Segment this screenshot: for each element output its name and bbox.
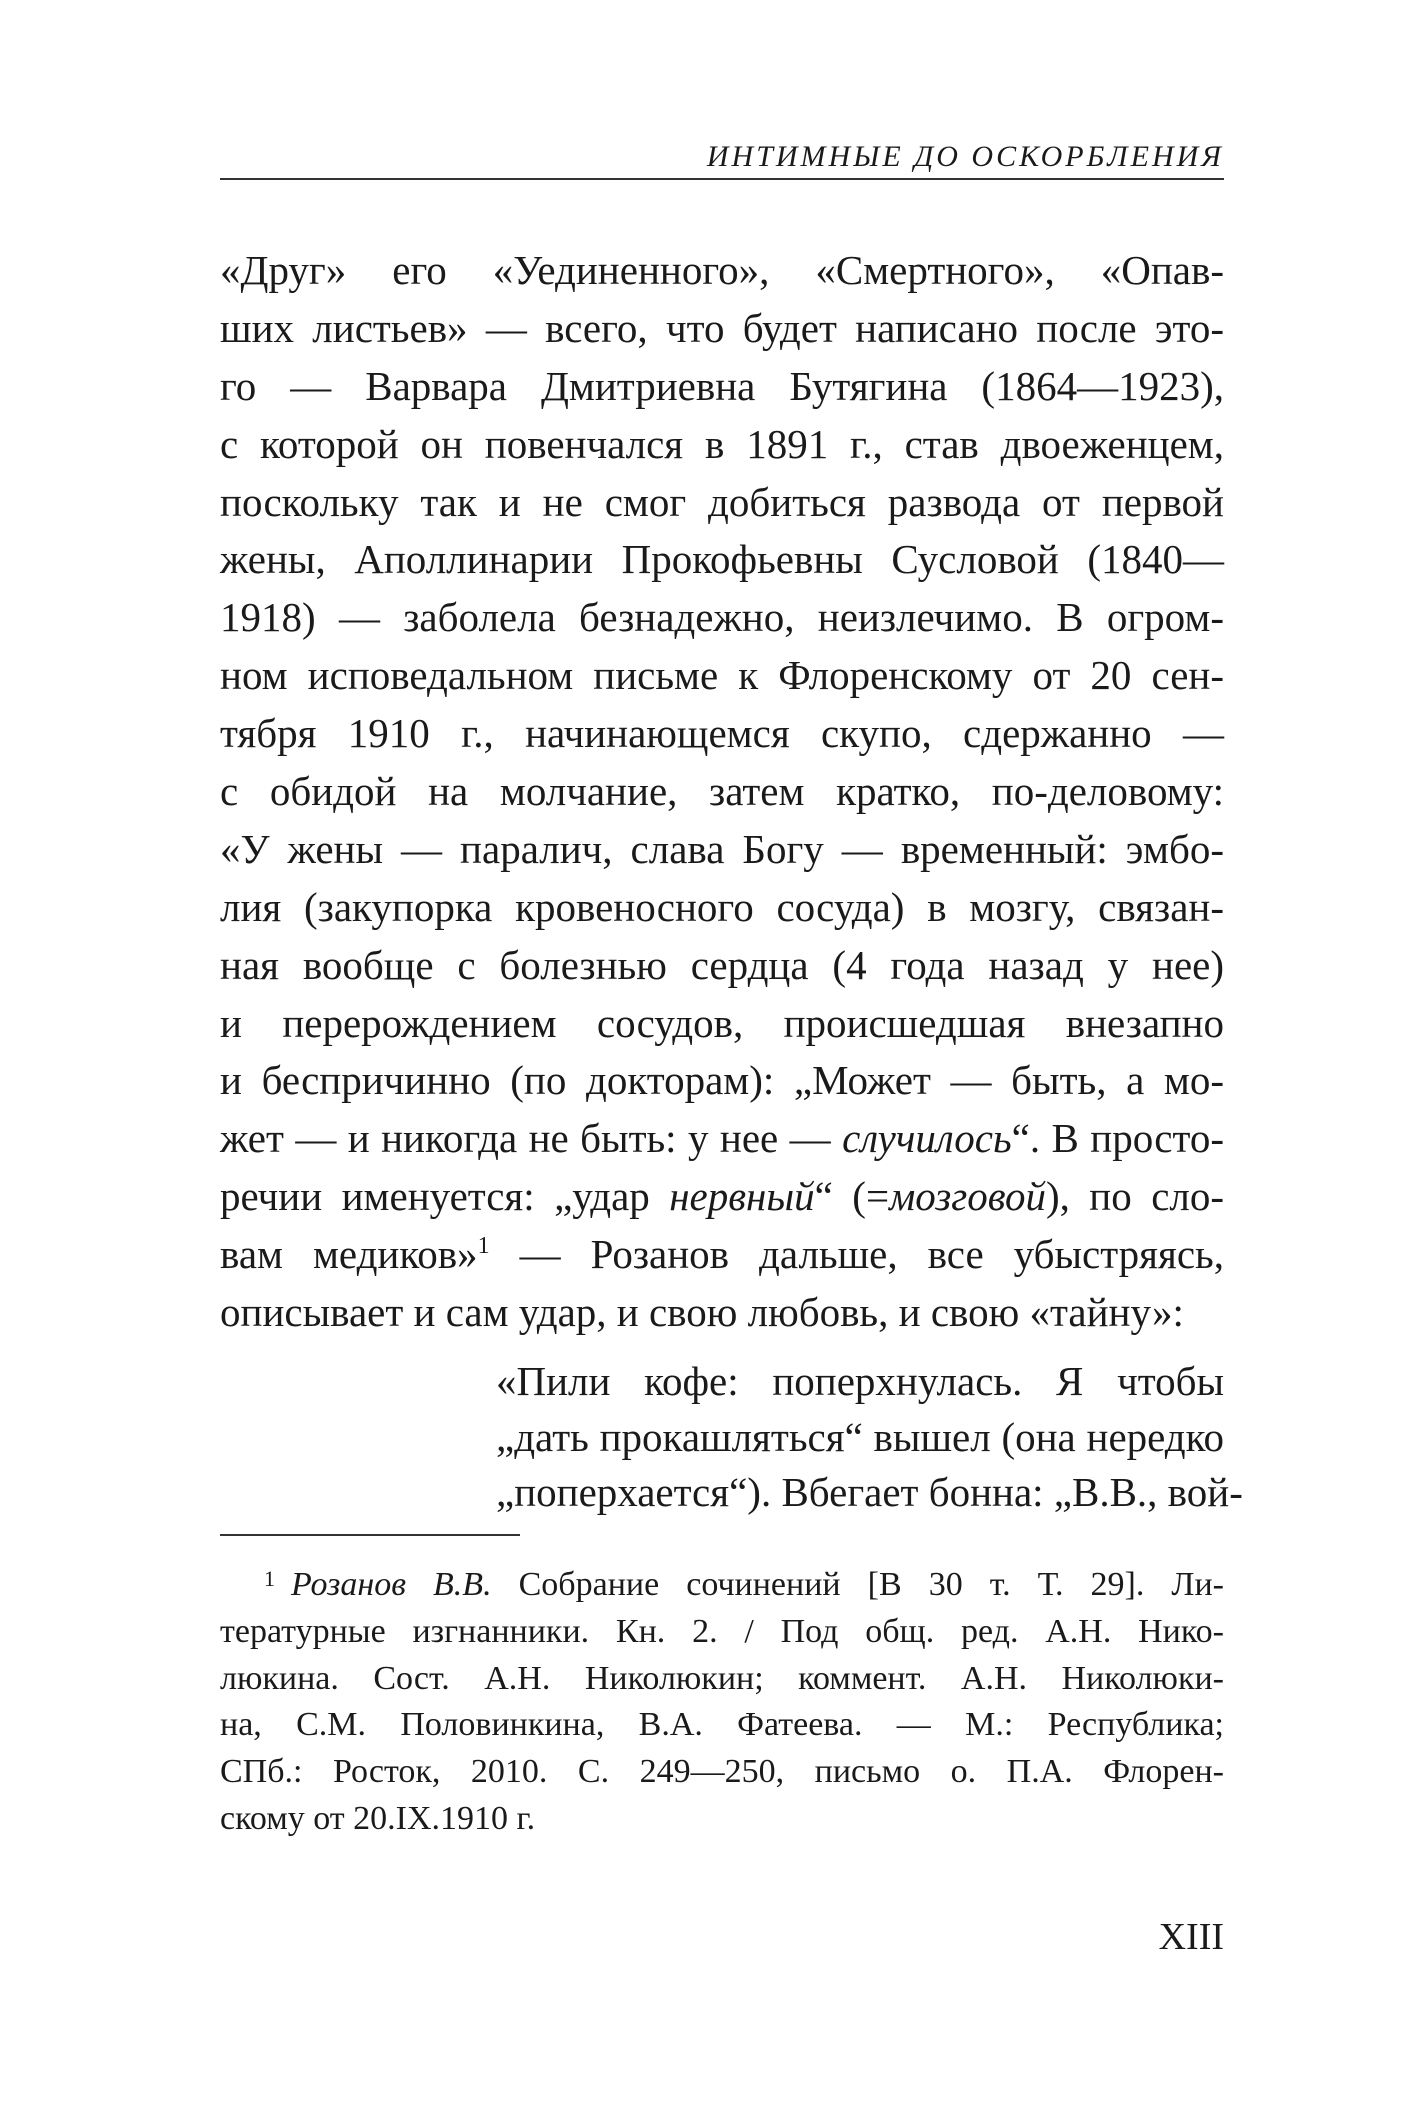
- text-run: “. В просто-: [1011, 1115, 1224, 1162]
- block-quote: [496, 1354, 1243, 1521]
- text-line: поскольку так и не смог добиться развода от первой: [220, 478, 1224, 525]
- text-line: лия (закупорка кровеносного сосуда) в мозгу, связан-: [220, 883, 1224, 930]
- footnote-separator: [220, 1534, 520, 1536]
- footnote-number: 1: [264, 1566, 275, 1591]
- running-head: ИНТИМНЫЕ ДО ОСКОРБЛЕНИЯ: [220, 140, 1224, 180]
- italic-run: нервный: [669, 1173, 815, 1220]
- text-run: “ (=: [814, 1173, 890, 1220]
- quote-line: «Пили кофе: поперхнулась. Я чтобы: [496, 1358, 1224, 1404]
- text-line: ших листьев» — всего, что будет написано после это-: [220, 304, 1224, 351]
- text-line: тября 1910 г., начинающемся скупо, сдержанно —: [220, 710, 1224, 757]
- text-line: с обидой на молчание, затем кратко, по-деловому:: [220, 768, 1224, 815]
- footnote-line: тературные изгнанники. Кн. 2. / Под общ. ред. А.Н. Нико-: [220, 1612, 1224, 1650]
- page-number: XIII: [1158, 1916, 1224, 1958]
- italic-run: случилось: [842, 1115, 1012, 1162]
- quote-line: „дать прокашляться“ вышел (она нередко: [496, 1413, 1224, 1460]
- text-line: и беспричинно (по докторам): „Может — быть, а мо-: [220, 1057, 1224, 1104]
- footnote-line: СПб.: Росток, 2010. С. 249—250, письмо о. П.А. Флорен-: [220, 1753, 1224, 1791]
- text-line: [220, 1226, 1224, 1284]
- quote-line: „поперхается“). Вбегает бонна: „В.В., вой-: [496, 1469, 1243, 1515]
- text-line: ная вообще с болезнью сердца (4 года назад у нее): [220, 941, 1224, 988]
- text-line: «У жены — паралич, слава Богу — временный: эмбо-: [220, 825, 1224, 872]
- italic-run: мозговой: [889, 1173, 1046, 1220]
- text-line: го — Варвара Дмитриевна Бутягина (1864—1923),: [220, 362, 1224, 409]
- text-line: 1918) — заболела безнадежно, неизлечимо. В огром-: [220, 594, 1224, 641]
- footnote-author: Розанов В.В.: [291, 1566, 492, 1603]
- text-run: — Розанов дальше, все убыстряясь,: [489, 1231, 1224, 1278]
- footnote-line: скому от 20.IX.1910 г.: [220, 1799, 536, 1837]
- footnote-line: на, С.М. Половинкина, В.А. Фатеева. — М.: Республика;: [220, 1706, 1224, 1744]
- footnote-line: люкина. Сост. А.Н. Николюкин; коммент. А.Н. Николюки-: [220, 1659, 1224, 1697]
- text-run: ), по сло-: [1045, 1173, 1224, 1220]
- text-line: [220, 1110, 1224, 1168]
- footnote: [220, 1562, 1224, 1843]
- text-line: с которой он повенчался в 1891 г., став двоеженцем,: [220, 420, 1224, 467]
- text-line: описывает и сам удар, и свою любовь, и свою «тайну»:: [220, 1289, 1184, 1336]
- text-line: жены, Аполлинарии Прокофьевны Сусловой (1840—: [220, 536, 1224, 583]
- text-line: ном исповедальном письме к Флоренскому от 20 сен-: [220, 652, 1224, 699]
- text-run: Собрание сочинений [В 30 т. Т. 29]. Ли-: [491, 1566, 1224, 1603]
- text-line: «Друг» его «Уединенного», «Смертного», «Опав-: [220, 247, 1224, 293]
- text-run: жет — и никогда не быть: у нее —: [220, 1115, 843, 1162]
- footnote-line: [220, 1562, 1224, 1609]
- body-paragraph: [220, 242, 1224, 1342]
- text-run: вам медиков»: [220, 1231, 478, 1278]
- footnote-reference: 1: [477, 1233, 490, 1260]
- text-run: речии именуется: „удар: [220, 1173, 670, 1220]
- text-line: [220, 1168, 1224, 1226]
- text-line: и перерождением сосудов, происшедшая внезапно: [220, 999, 1224, 1046]
